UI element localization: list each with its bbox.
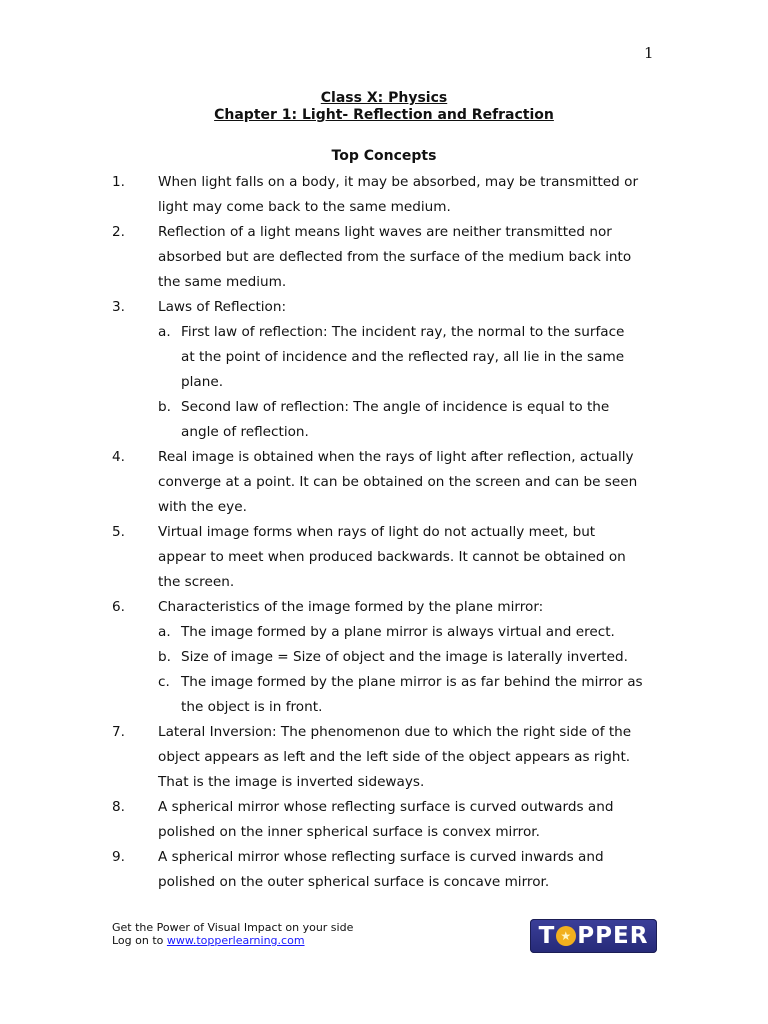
sub-item-text-line: the object is in front.: [181, 699, 323, 715]
item-text-line: light may come back to the same medium.: [158, 199, 451, 215]
item-text-line: the screen.: [158, 574, 235, 590]
item-text-line: Reflection of a light means light waves are neither transmitted nor: [158, 224, 612, 240]
item-text-line: the same medium.: [158, 274, 287, 290]
sub-item-text-line: Size of image = Size of object and the image is laterally inverted.: [181, 649, 628, 665]
sub-item-text-line: Second law of reflection: The angle of incidence is equal to the: [181, 399, 610, 415]
website-link[interactable]: www.topperlearning.com: [166, 934, 305, 947]
sub-item-letter: b.: [158, 649, 171, 665]
item-text-line: A spherical mirror whose reflecting surface is curved inwards and: [158, 849, 604, 865]
sub-item-letter: c.: [158, 674, 170, 690]
sub-item: [0, 670, 768, 720]
sub-item-text-line: plane.: [181, 374, 224, 390]
logo-text-left: T: [538, 923, 556, 949]
concept-list: [0, 170, 768, 895]
list-item: [0, 595, 768, 620]
list-item: [0, 520, 768, 595]
sub-item: [0, 320, 768, 395]
item-text-line: appear to meet when produced backwards. It cannot be obtained on: [158, 549, 626, 565]
item-text-line: When light falls on a body, it may be absorbed, may be transmitted or: [158, 174, 639, 190]
item-text-line: Real image is obtained when the rays of light after reflection, actually: [158, 449, 634, 465]
sub-item-text-line: at the point of incidence and the reflected ray, all lie in the same: [181, 349, 625, 365]
footer-logon-prefix: Log on to: [112, 934, 167, 947]
logo-text-right: PPER: [577, 923, 649, 949]
item-text-line: converge at a point. It can be obtained on the screen and can be seen: [158, 474, 638, 490]
item-text-line: Characteristics of the image formed by the plane mirror:: [158, 599, 544, 615]
item-number: 6.: [112, 599, 125, 615]
item-number: 4.: [112, 449, 125, 465]
page-number: 1: [644, 44, 654, 62]
sub-item-text-line: The image formed by a plane mirror is always virtual and erect.: [181, 624, 615, 640]
list-item: [0, 445, 768, 520]
item-number: 8.: [112, 799, 125, 815]
item-text-line: absorbed but are deflected from the surface of the medium back into: [158, 249, 632, 265]
sub-item-letter: a.: [158, 324, 171, 340]
list-item: [0, 170, 768, 220]
class-title: Class X: Physics: [320, 90, 448, 106]
item-number: 9.: [112, 849, 125, 865]
list-item: [0, 845, 768, 895]
sub-item-text-line: angle of reflection.: [181, 424, 309, 440]
item-number: 5.: [112, 524, 125, 540]
star-circle-icon: [556, 926, 576, 946]
item-number: 2.: [112, 224, 125, 240]
item-text-line: object appears as left and the left side of the object appears as right.: [158, 749, 631, 765]
sub-item-text-line: First law of reflection: The incident ray, the normal to the surface: [181, 324, 625, 340]
sub-item: [0, 395, 768, 445]
list-item: [0, 720, 768, 795]
item-text-line: polished on the outer spherical surface is concave mirror.: [158, 874, 550, 890]
list-item: [0, 795, 768, 845]
topper-logo: [530, 919, 657, 953]
chapter-title: Chapter 1: Light- Reflection and Refraction: [214, 107, 554, 123]
item-number: 3.: [112, 299, 125, 315]
logo-wordmark: [539, 923, 649, 949]
sub-item: [0, 645, 768, 670]
document-header: [0, 90, 768, 164]
sub-item-letter: a.: [158, 624, 171, 640]
page-footer: [112, 921, 353, 947]
sub-item: [0, 620, 768, 645]
item-text-line: That is the image is inverted sideways.: [158, 774, 425, 790]
item-number: 7.: [112, 724, 125, 740]
item-text-line: polished on the inner spherical surface is convex mirror.: [158, 824, 540, 840]
item-number: 1.: [112, 174, 125, 190]
item-text-line: Laws of Reflection:: [158, 299, 287, 315]
item-text-line: Virtual image forms when rays of light do not actually meet, but: [158, 524, 596, 540]
item-text-line: Lateral Inversion: The phenomenon due to which the right side of the: [158, 724, 632, 740]
sub-item-text-line: The image formed by the plane mirror is as far behind the mirror as: [181, 674, 643, 690]
footer-tagline: Get the Power of Visual Impact on your side: [112, 921, 354, 934]
footer-logon: [112, 934, 353, 947]
item-text-line: A spherical mirror whose reflecting surface is curved outwards and: [158, 799, 614, 815]
sub-item-letter: b.: [158, 399, 171, 415]
list-item: [0, 220, 768, 295]
list-item: [0, 295, 768, 320]
section-title: Top Concepts: [331, 148, 437, 164]
item-text-line: with the eye.: [158, 499, 247, 515]
